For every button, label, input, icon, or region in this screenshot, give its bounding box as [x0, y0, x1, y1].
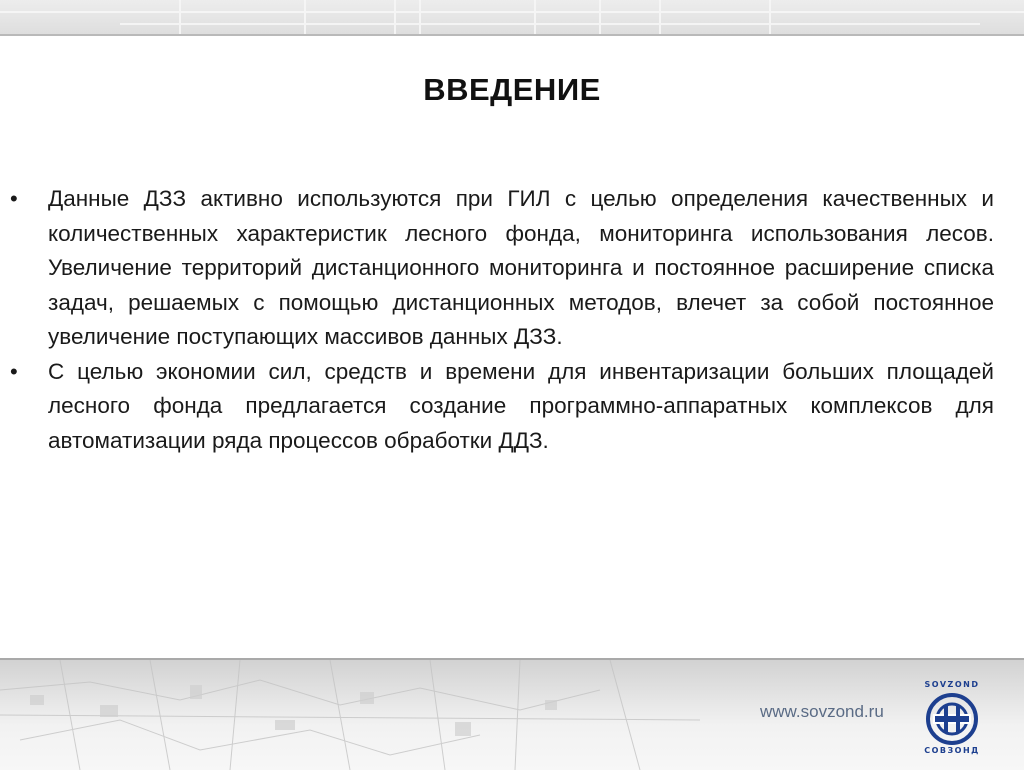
bullet-text: С целью экономии сил, средств и времени для инвентаризации больших площадей лесного фонда предлагается создание программно-аппаратных комплексов для автоматизации ряда процессов обработки ДДЗ. — [48, 358, 994, 453]
company-logo — [916, 680, 988, 760]
bullet-item — [10, 355, 994, 459]
bullet-marker: • — [10, 186, 18, 211]
logo-text-latin: SOVZOND — [924, 680, 980, 689]
bullet-item — [10, 182, 994, 355]
logo-text-cyrillic: СОВЗОНД — [924, 746, 980, 755]
header-map-texture — [0, 0, 1024, 34]
website-link[interactable]: www.sovzond.ru — [760, 702, 884, 721]
bullet-list — [0, 182, 1024, 458]
bullet-text: Данные ДЗЗ активно используются при ГИЛ с целью определения качественных и количественных характеристик лесного фонда, мониторинга использования лесов. Увеличение территорий дистанционного мониторинга и постоянное расширение списка задач, решаемых с помощью дистанционных методов, влечет за собой постоянное увеличение поступающих массивов данных ДЗЗ. — [48, 186, 994, 349]
sovzond-globe-logo-icon — [925, 692, 979, 746]
slide-title: ВВЕДЕНИЕ — [423, 72, 601, 107]
header-band — [0, 0, 1024, 36]
bullet-marker: • — [10, 358, 18, 384]
